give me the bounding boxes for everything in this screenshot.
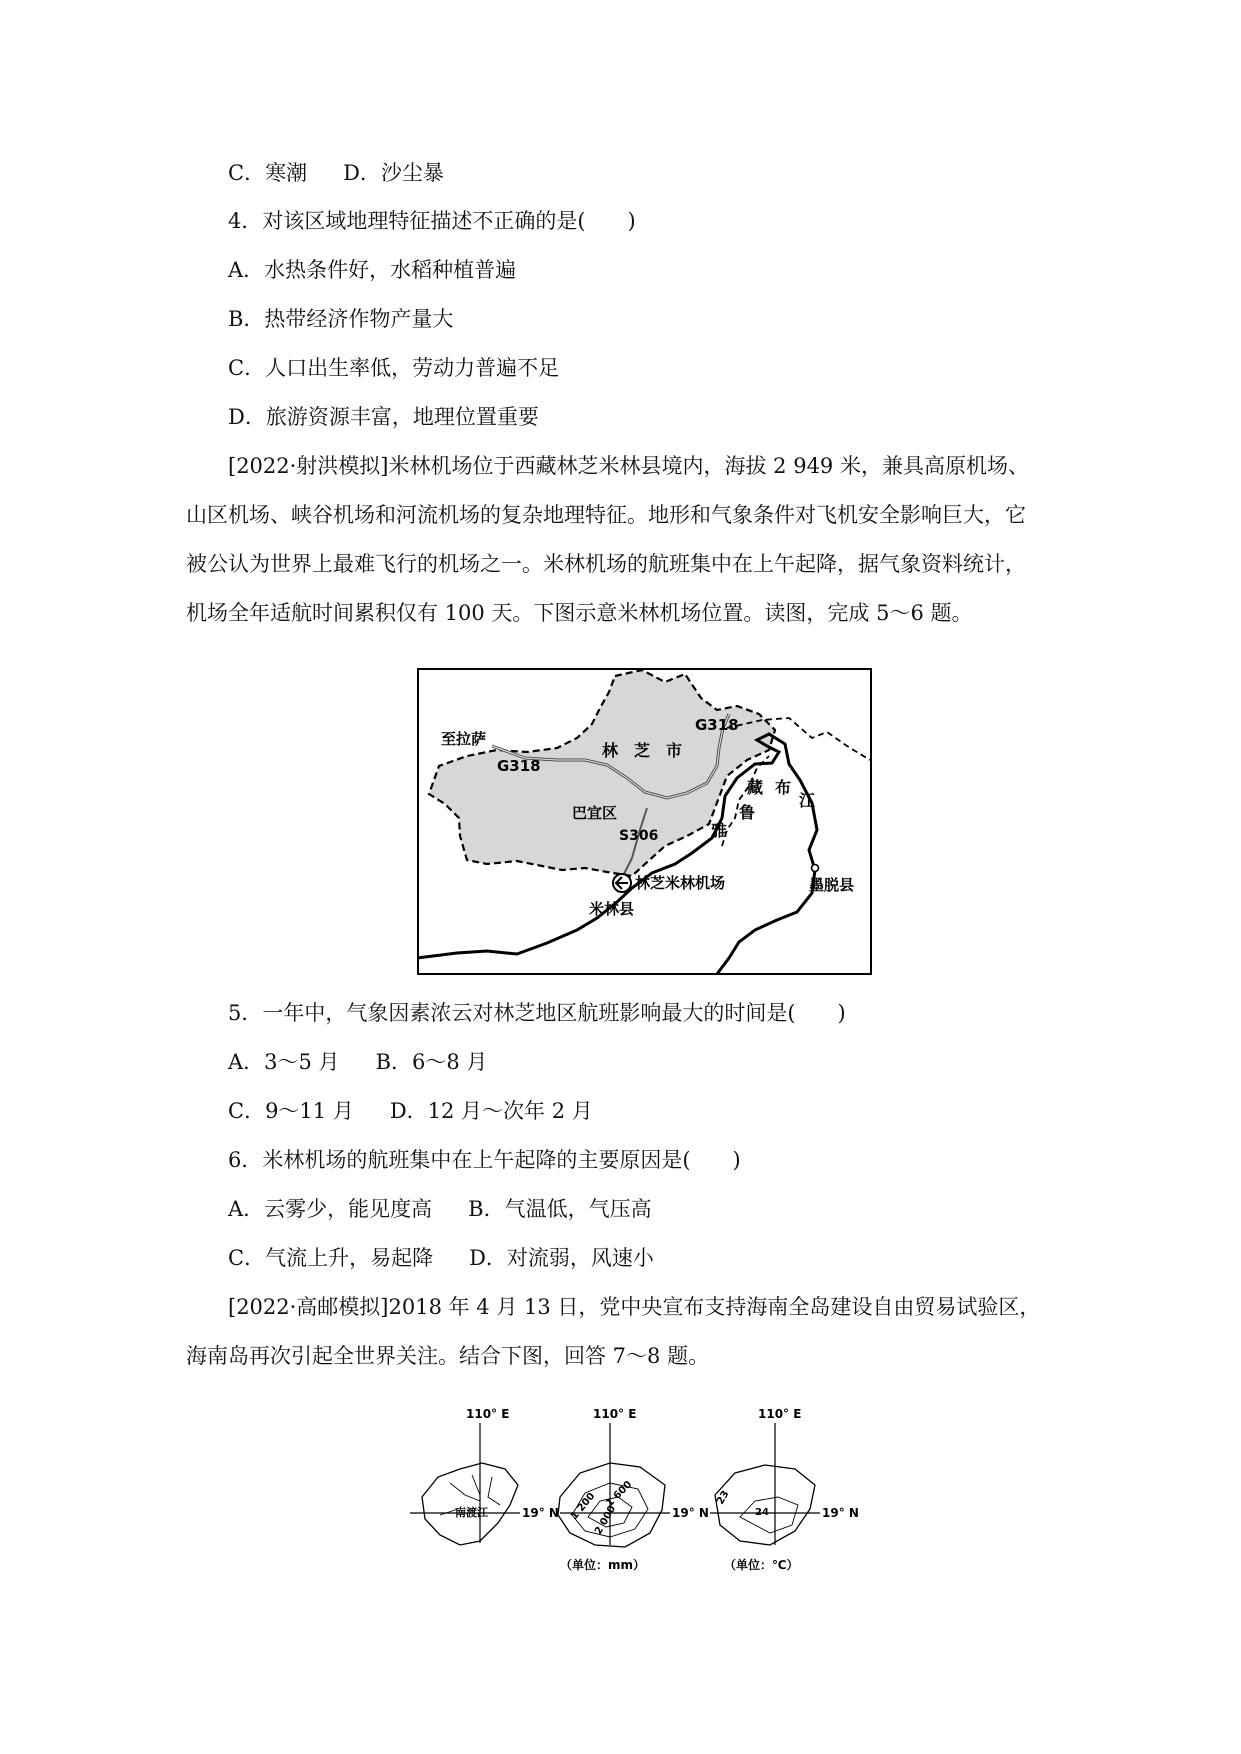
svg-text:110° E: 110° E xyxy=(593,1407,637,1421)
svg-text:19° N: 19° N xyxy=(822,1506,859,1520)
svg-text:南渡江: 南渡江 xyxy=(455,1506,488,1519)
passage1-line: 机场全年适航时间累积仅有 100 天。下图示意米林机场位置。读图，完成 5～6 题。 xyxy=(186,601,973,625)
milin-airport-map xyxy=(417,668,872,975)
q6-stem: 6．米林机场的航班集中在上午起降的主要原因是( ) xyxy=(228,1148,741,1172)
hainan-precipitation-panel xyxy=(558,1407,709,1572)
label-airport: 林芝米林机场 xyxy=(635,874,726,892)
svg-text:110° E: 110° E xyxy=(466,1407,510,1421)
svg-text:（单位：mm）: （单位：mm） xyxy=(560,1558,646,1572)
q6-option-d: D．对流弱，风速小 xyxy=(469,1246,654,1270)
label-jiang: 江 xyxy=(799,791,816,810)
q4-option-d: D．旅游资源丰富，地理位置重要 xyxy=(228,405,539,429)
passage1-line: 被公认为世界上最难飞行的机场之一。米林机场的航班集中在上午起降，据气象资料统计， xyxy=(186,552,1026,576)
svg-text:110° E: 110° E xyxy=(758,1407,802,1421)
hainan-river-panel xyxy=(410,1407,559,1545)
q6-option-c: C．气流上升，易起降 xyxy=(228,1246,434,1270)
passage1-line: [2022·射洪模拟]米林机场位于西藏林芝米林县境内，海拔 2 949 米，兼具高原机场、 xyxy=(228,454,1029,478)
svg-text:1 200: 1 200 xyxy=(568,1490,598,1522)
q4-option-c: C．人口出生率低，劳动力普遍不足 xyxy=(228,356,560,380)
q3-options xyxy=(228,158,444,188)
label-g318-east: G318 xyxy=(695,716,739,734)
label-bu: 布 xyxy=(775,778,792,797)
label-to-lhasa: 至拉萨 xyxy=(441,730,487,748)
medog-dot xyxy=(812,865,819,872)
label-medog: 墨脱县 xyxy=(809,876,855,894)
svg-text:19° N: 19° N xyxy=(672,1506,709,1520)
q6-options-row1 xyxy=(228,1194,652,1224)
q4-stem: 4．对该区域地理特征描述不正确的是( ) xyxy=(228,209,636,233)
label-milin: 米林县 xyxy=(589,900,635,918)
q5-stem: 5．一年中，气象因素浓云对林芝地区航班影响最大的时间是( ) xyxy=(228,1001,846,1025)
q5-option-c: C．9～11 月 xyxy=(228,1099,354,1123)
label-s306: S306 xyxy=(619,828,659,844)
svg-text:19° N: 19° N xyxy=(522,1506,559,1520)
passage1-line: 山区机场、峡谷机场和河流机场的复杂地理特征。地形和气象条件对飞机安全影响巨大，它 xyxy=(186,503,1026,527)
svg-text:23: 23 xyxy=(715,1488,732,1507)
q3-option-c: C．寒潮 xyxy=(228,161,308,185)
q5-option-d: D．12 月～次年 2 月 xyxy=(389,1099,593,1123)
svg-text:2 000: 2 000 xyxy=(593,1503,619,1537)
q5-options-row1 xyxy=(228,1047,487,1077)
q5-option-a: A．3～5 月 xyxy=(228,1050,340,1074)
label-bayi: 巴宜区 xyxy=(572,804,618,822)
label-zang: 藏 xyxy=(747,778,764,797)
hainan-maps xyxy=(410,1405,890,1580)
q5-options-row2 xyxy=(228,1096,593,1126)
q4-option-a: A．水热条件好，水稻种植普遍 xyxy=(228,258,517,282)
passage2-line: [2022·高邮模拟]2018 年 4 月 13 日，党中央宣布支持海南全岛建设自由贸易试验区， xyxy=(228,1295,1041,1319)
svg-text:（单位：℃）: （单位：℃） xyxy=(724,1558,799,1572)
label-ya: 雅 xyxy=(711,821,728,840)
q6-options-row2 xyxy=(228,1243,654,1273)
passage2-line: 海南岛再次引起全世界关注。结合下图，回答 7～8 题。 xyxy=(186,1344,710,1368)
hainan-temperature-panel xyxy=(710,1407,859,1572)
label-g318-west: G318 xyxy=(497,757,541,775)
svg-text:1 600: 1 600 xyxy=(604,1479,635,1510)
label-linzhi: 林 芝 市 xyxy=(602,741,683,760)
q4-option-b: B．热带经济作物产量大 xyxy=(228,307,454,331)
q5-option-b: B．6～8 月 xyxy=(375,1050,488,1074)
q6-option-b: B．气温低，气压高 xyxy=(468,1197,652,1221)
label-lu: 鲁 xyxy=(739,803,756,822)
q3-option-d: D．沙尘暴 xyxy=(343,161,444,185)
svg-text:24: 24 xyxy=(755,1507,769,1518)
q6-option-a: A．云雾少，能见度高 xyxy=(228,1197,433,1221)
